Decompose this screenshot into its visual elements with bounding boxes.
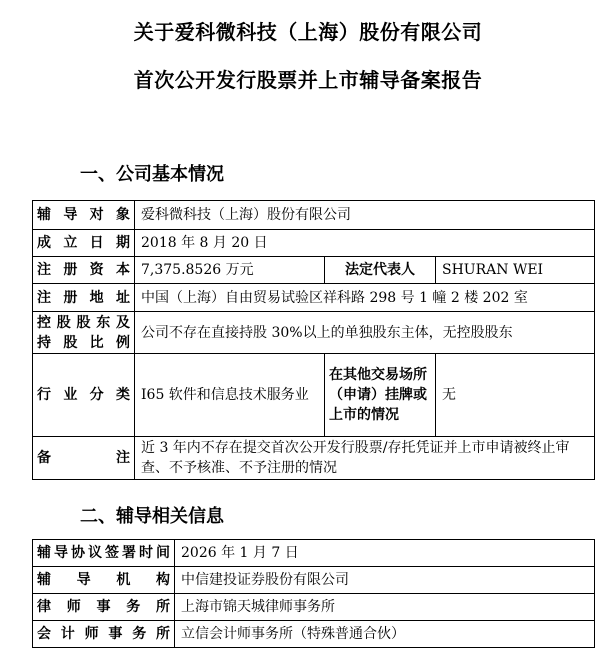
value-shareholder: 公司不存在直接持股 30%以上的单独股东主体，无控股股东 [135, 312, 595, 354]
company-basics-table [32, 200, 595, 480]
label-tutoring-institution: 辅导机构 [33, 567, 175, 594]
table-row [33, 437, 595, 480]
table-row [33, 230, 595, 257]
value-address: 中国（上海）自由贸易试验区祥科路 298 号 1 幢 2 楼 202 室 [135, 284, 595, 312]
label-law-firm: 律师事务所 [33, 594, 175, 621]
value-capital: 7,375.8526 万元 [135, 257, 325, 284]
label-other-listing: 在其他交易场所（申请）挂牌或上市的情况 [325, 354, 436, 437]
value-tutoring-institution: 中信建投证券股份有限公司 [175, 567, 595, 594]
table-row [33, 540, 595, 567]
section-heading-company-basics: 一、公司基本情况 [80, 164, 224, 185]
value-law-firm: 上海市锦天城律师事务所 [175, 594, 595, 621]
table-row [33, 284, 595, 312]
section-heading-tutoring-info: 二、辅导相关信息 [80, 506, 224, 527]
table-row [33, 257, 595, 284]
label-shareholder [33, 312, 135, 354]
table-row [33, 201, 595, 230]
table-row [33, 594, 595, 621]
table-row [33, 354, 595, 437]
tutoring-info-table [32, 539, 595, 648]
label-remarks-left: 备 [37, 450, 51, 466]
value-established: 2018 年 8 月 20 日 [135, 230, 595, 257]
table-row [33, 567, 595, 594]
label-capital: 注册资本 [33, 257, 135, 284]
value-subject: 爱科微科技（上海）股份有限公司 [135, 201, 595, 230]
document-title-line1: 关于爱科微科技（上海）股份有限公司 [133, 20, 483, 44]
label-remarks [33, 437, 135, 480]
label-established: 成立日期 [33, 230, 135, 257]
value-agreement-date: 2026 年 1 月 7 日 [175, 540, 595, 567]
value-industry: I65 软件和信息技术服务业 [135, 354, 325, 437]
value-other-listing: 无 [436, 354, 595, 437]
label-subject: 辅导对象 [33, 201, 135, 230]
value-accounting-firm: 立信会计师事务所（特殊普通合伙） [175, 621, 595, 648]
label-agreement-date: 辅导协议签署时间 [33, 540, 175, 567]
value-remarks: 近 3 年内不存在提交首次公开发行股票/存托凭证并上市申请被终止审查、不予核准、不予注册的情况 [135, 437, 595, 480]
document-title-line2: 首次公开发行股票并上市辅导备案报告 [133, 68, 483, 92]
label-remarks-right: 注 [116, 450, 130, 466]
label-address: 注册地址 [33, 284, 135, 312]
label-industry: 行业分类 [33, 354, 135, 437]
label-legal-rep: 法定代表人 [325, 257, 436, 284]
label-shareholder-line2: 持股比例 [37, 334, 130, 351]
value-legal-rep: SHURAN WEI [436, 257, 595, 284]
table-row [33, 621, 595, 648]
label-accounting-firm: 会计师事务所 [33, 621, 175, 648]
table-row [33, 312, 595, 354]
label-shareholder-line1: 控股股东及 [37, 314, 130, 331]
